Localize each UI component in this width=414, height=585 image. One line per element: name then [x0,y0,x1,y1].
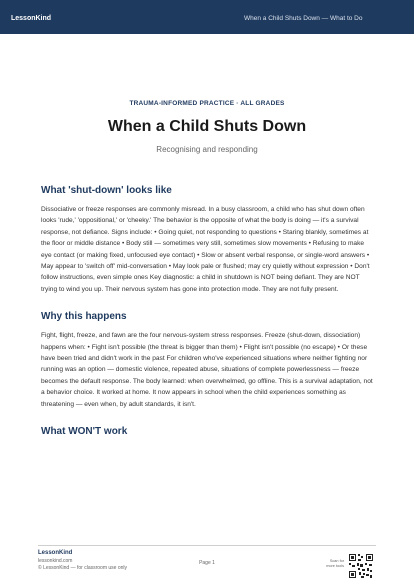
qr-caption [326,559,344,569]
footer-site-link[interactable]: lessonkind.com [38,558,73,564]
section-heading: What WON'T work [41,426,128,438]
page-subtitle: Recognising and responding [156,145,258,154]
section-what-wont-work [41,426,373,437]
top-banner [0,0,414,34]
document-header [0,100,414,154]
section-why-this-happens [41,311,373,410]
page-title: When a Child Shuts Down [107,118,307,135]
category-kicker: TRAUMA-INFORMED PRACTICE · ALL GRADES [129,100,285,107]
section-heading: Why this happens [41,311,127,323]
section-what-shutdown-looks-like [41,185,373,295]
document-body [41,185,373,453]
footer-brand: LessonKind [38,550,73,556]
section-heading: What 'shut-down' looks like [41,185,172,196]
brand-logo-text[interactable]: LessonKind [11,15,52,22]
section-paragraph: Fight, flight, freeze, and fawn are the four nervous-system stress responses. Freeze (shut-down, dissociation) happens when: • Fight isn't possible (the threat is bigger than them) • Flight isn't possible (no escape) • Or these have been tried and didn't work in the past For children who've experienced situations where neither fighting nor running was an option — domestic violence, repeated abuse, situations of complete powerlessness — freeze becomes the default response. The body learned: when overwhelmed, go offline. This is a survival adaptation, not a behavior choice. It worked at home. It now appears in school when the child experiences something as threatening — even when, by adult standards, it isn't. [41,332,373,408]
footer-copyright: © LessonKind — for classroom use only [38,565,128,571]
qr-caption-line: more tools [326,564,344,568]
section-paragraph: Dissociative or freeze responses are commonly misread. In a busy classroom, a child who has shut down often looks 'rude,' 'oppositional,' or 'cheeky.' The behavior is the opposite of what the body is doing — it's a survival response, not defiance. Signs include: • Going quiet, not responding to questions • Staring blankly, sometimes at the floor or middle distance • Body still — sometimes very still, sometimes slow movements • Refusing to make eye contact (or making fixed, unfocused eye contact) • Slow or absent verbal response, or single-word answers • May appear to 'switch off' mid-conversation • May look pale or flushed; may cry quietly without expression • Don't follow instructions, even simple ones Key diagnostic: a child in shutdown is NOT being defiant. They are NOT trying to wind you up. Their nervous system has gone into protection mode. They are not fully present. [41,206,370,293]
qr-code-icon[interactable] [348,553,374,579]
running-title: When a Child Shuts Down — What to Do [244,15,363,22]
footer-divider [38,545,376,546]
qr-caption-line: Scan for [329,559,344,563]
page-footer [0,545,414,585]
page-number: Page 1 [199,560,215,566]
